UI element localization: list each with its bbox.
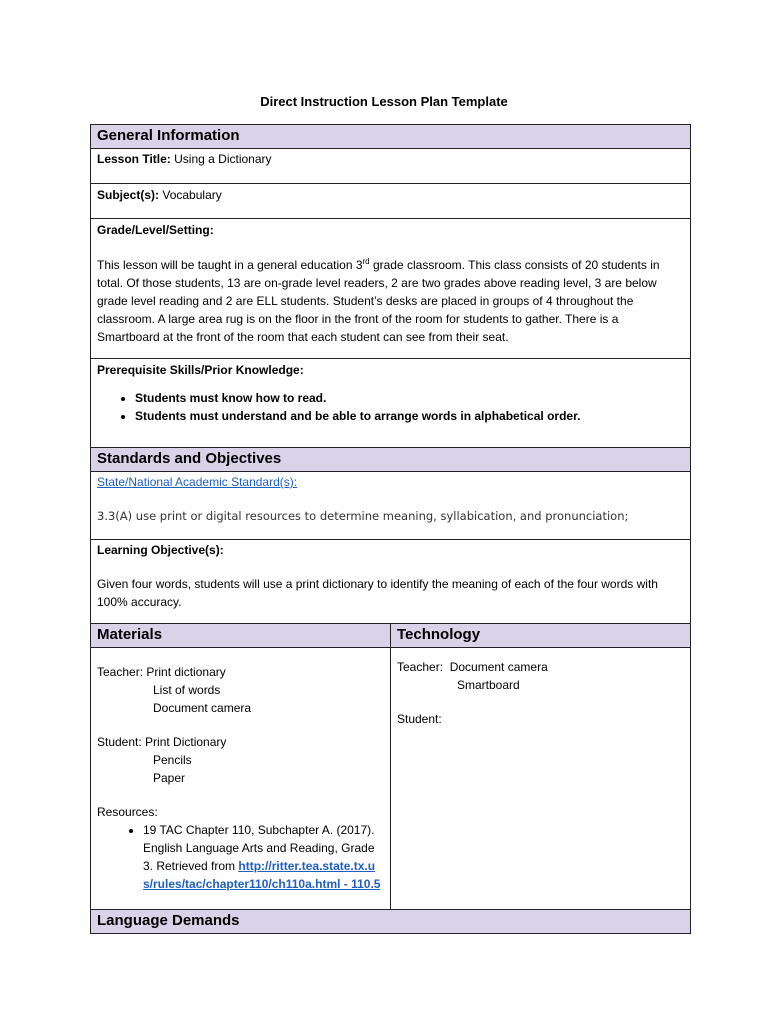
setting-text-b: grade classroom. This class consists of 20 students in total. Of those students, 13 are on-grade level readers, 2 are two grades above reading level, 3 are below grade level reading and 2 are ELL students. Student’s desks are placed in groups of 4 throughout the classroom. A large area rug is on the floor in the front of the room for students to gather. There is a Smartboard at the front of the room that each student can see from their seat. bbox=[97, 258, 660, 344]
technology-teacher-item: Document camera bbox=[449, 660, 548, 674]
prerequisite-list bbox=[97, 389, 684, 425]
grade-setting-row bbox=[91, 219, 690, 359]
materials-header bbox=[91, 624, 391, 647]
list-item: • Students must know how to read. bbox=[135, 389, 684, 407]
setting-description bbox=[97, 253, 684, 346]
resources-label: Resources: bbox=[97, 805, 158, 819]
technology-student-label: Student: bbox=[397, 712, 442, 726]
resources-list bbox=[97, 821, 384, 893]
standard-link[interactable]: State/National Academic Standard(s): bbox=[97, 475, 298, 489]
student-materials bbox=[97, 733, 384, 751]
technology-teacher-item: Smartboard bbox=[457, 678, 520, 692]
student-item: Pencils bbox=[153, 753, 192, 767]
teacher-label: Teacher: bbox=[97, 665, 144, 679]
learning-objective-row bbox=[91, 540, 690, 624]
subject-label: Subject(s): bbox=[97, 188, 160, 202]
standards-objectives-header bbox=[91, 448, 690, 472]
technology-header bbox=[391, 624, 690, 647]
subject-row bbox=[91, 184, 690, 219]
teacher-item: Print dictionary bbox=[146, 665, 226, 679]
prerequisite-label: Prerequisite Skills/Prior Knowledge: bbox=[97, 363, 304, 377]
list-item: • Students must understand and be able to arrange words in alphabetical order. bbox=[135, 407, 684, 425]
prerequisite-row bbox=[91, 359, 690, 448]
technology-heading: Technology bbox=[397, 626, 481, 643]
materials-cell bbox=[91, 648, 391, 909]
lesson-plan-table bbox=[90, 124, 691, 934]
lesson-title-row bbox=[91, 149, 690, 184]
setting-superscript: rd bbox=[362, 257, 370, 266]
standards-objectives-heading: Standards and Objectives bbox=[97, 450, 282, 467]
subject-value: Vocabulary bbox=[162, 188, 222, 202]
teacher-materials bbox=[97, 663, 384, 681]
lesson-title-label: Lesson Title: bbox=[97, 152, 171, 166]
language-demands-header bbox=[91, 910, 690, 933]
technology-cell bbox=[391, 648, 690, 909]
setting-text-a: This lesson will be taught in a general education 3 bbox=[97, 258, 363, 272]
grade-setting-label: Grade/Level/Setting: bbox=[97, 223, 214, 237]
standards-row bbox=[91, 472, 690, 540]
language-demands-heading: Language Demands bbox=[97, 912, 240, 929]
general-information-heading: General Information bbox=[97, 127, 240, 144]
learning-objective-label: Learning Objective(s): bbox=[97, 543, 224, 557]
learning-objective-text: Given four words, students will use a print dictionary to identify the meaning of each of the four words with 100% accuracy. bbox=[97, 577, 658, 609]
resource-citation: 19 TAC Chapter 110, Subchapter A. (2017). English Language Arts and Reading, Grade 3. Retrieved from bbox=[143, 823, 375, 873]
teacher-item: List of words bbox=[153, 683, 221, 697]
student-item: Print Dictionary bbox=[145, 735, 227, 749]
technology-teacher bbox=[397, 658, 684, 676]
materials-technology-body bbox=[91, 648, 690, 910]
resource-link[interactable]: http://ritter.tea.state.tx.us/rules/tac/chapter110/ch110a.html - 110.5 bbox=[143, 859, 381, 891]
standard-text: 3.3(A) use print or digital resources to determine meaning, syllabication, and pronunciation; bbox=[97, 509, 629, 523]
materials-technology-header bbox=[91, 624, 690, 648]
general-information-header bbox=[91, 125, 690, 149]
student-label: Student: bbox=[97, 735, 142, 749]
lesson-title-value: Using a Dictionary bbox=[174, 152, 272, 166]
technology-teacher-label: Teacher: bbox=[397, 660, 444, 674]
teacher-item: Document camera bbox=[153, 701, 252, 715]
list-item bbox=[143, 821, 384, 893]
student-item: Paper bbox=[153, 771, 186, 785]
materials-heading: Materials bbox=[97, 626, 163, 643]
document-title: Direct Instruction Lesson Plan Template bbox=[260, 94, 508, 109]
